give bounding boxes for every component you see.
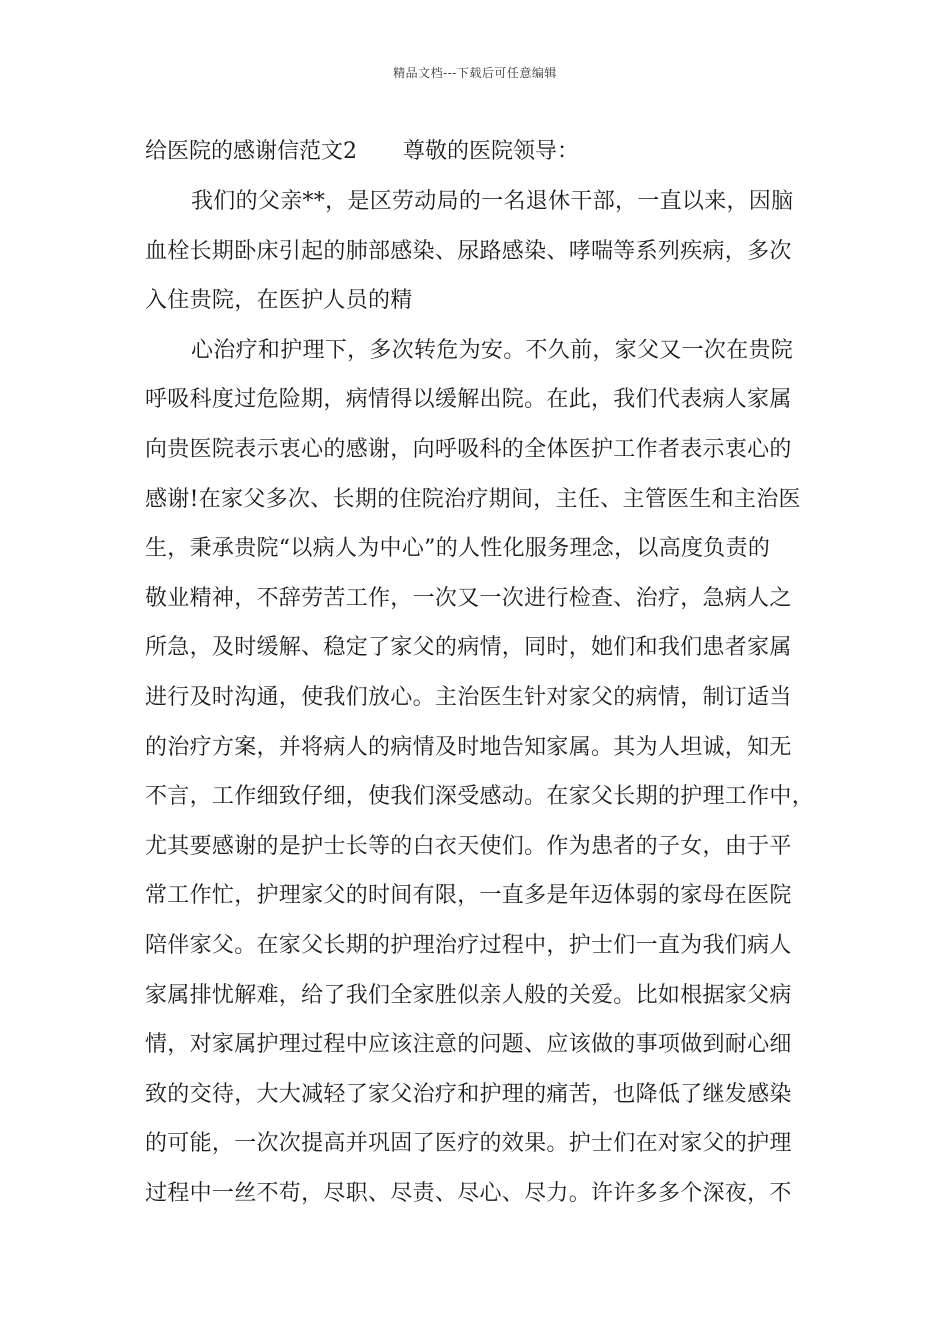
paragraph-line: 感谢!在家父多次、长期的住院治疗期间，主任、主管医生和主治医 — [145, 486, 801, 512]
paragraph-line: 不言，工作细致仔细，使我们深受感动。在家父长期的护理工作中， — [145, 784, 815, 810]
paragraph-line: 向贵医院表示衷心的感谢，向呼吸科的全体医护工作者表示衷心的 — [145, 436, 792, 462]
paragraph-line: 的治疗方案，并将病人的病情及时地告知家属。其为人坦诚，知无 — [145, 734, 792, 760]
paragraph-1 — [145, 177, 805, 326]
paragraph-2 — [145, 326, 815, 1219]
paragraph-line: 入住贵院，在医护人员的精 — [145, 288, 413, 314]
paragraph-line: 常工作忙，护理家父的时间有限，一直多是年迈体弱的家母在医院 — [145, 883, 792, 909]
paragraph-line: 进行及时沟通，使我们放心。主治医生针对家父的病情，制订适当 — [145, 684, 792, 710]
paragraph-line: 生，秉承贵院“以病人为中心”的人性化服务理念，以高度负责的 — [145, 536, 771, 562]
paragraph-line: 心治疗和护理下，多次转危为安。不久前，家父又一次在贵院 — [191, 337, 794, 363]
paragraph-line: 呼吸科度过危险期，病情得以缓解出院。在此，我们代表病人家属 — [145, 387, 792, 413]
paragraph-line: 过程中一丝不苟，尽职、尽责、尽心、尽力。许许多多个深夜，不 — [145, 1180, 792, 1206]
paragraph-line: 尤其要感谢的是护士长等的白衣天使们。作为患者的子女，由于平 — [145, 833, 792, 859]
paragraph-line: 血栓长期卧床引起的肺部感染、尿路感染、哮喘等系列疾病，多次 — [145, 238, 792, 264]
paragraph-line: 我们的父亲**，是区劳动局的一名退休干部，一直以来，因脑 — [191, 189, 794, 214]
paragraph-line: 的可能，一次次提高并巩固了医疗的效果。护士们在对家父的护理 — [145, 1131, 792, 1157]
paragraph-line: 家属排忧解难，给了我们全家胜似亲人般的关爱。比如根据家父病 — [145, 982, 792, 1008]
page-header: 精品文档---下载后可任意编辑 — [393, 66, 557, 80]
paragraph-line: 致的交待，大大减轻了家父治疗和护理的痛苦，也降低了继发感染 — [145, 1081, 792, 1107]
paragraph-line: 所急，及时缓解、稳定了家父的病情，同时，她们和我们患者家属 — [145, 635, 792, 661]
document-body — [145, 127, 815, 1218]
document-title: 给医院的感谢信范文2 — [145, 139, 357, 164]
salutation: 尊敬的医院领导： — [403, 139, 580, 164]
paragraph-line: 敬业精神，不辞劳苦工作，一次又一次进行检查、治疗，急病人之 — [145, 585, 792, 611]
paragraph-line: 陪伴家父。在家父长期的护理治疗过程中，护士们一直为我们病人 — [145, 932, 792, 958]
paragraph-line: 情，对家属护理过程中应该注意的问题、应该做的事项做到耐心细 — [145, 1032, 792, 1058]
title-line — [145, 127, 805, 177]
